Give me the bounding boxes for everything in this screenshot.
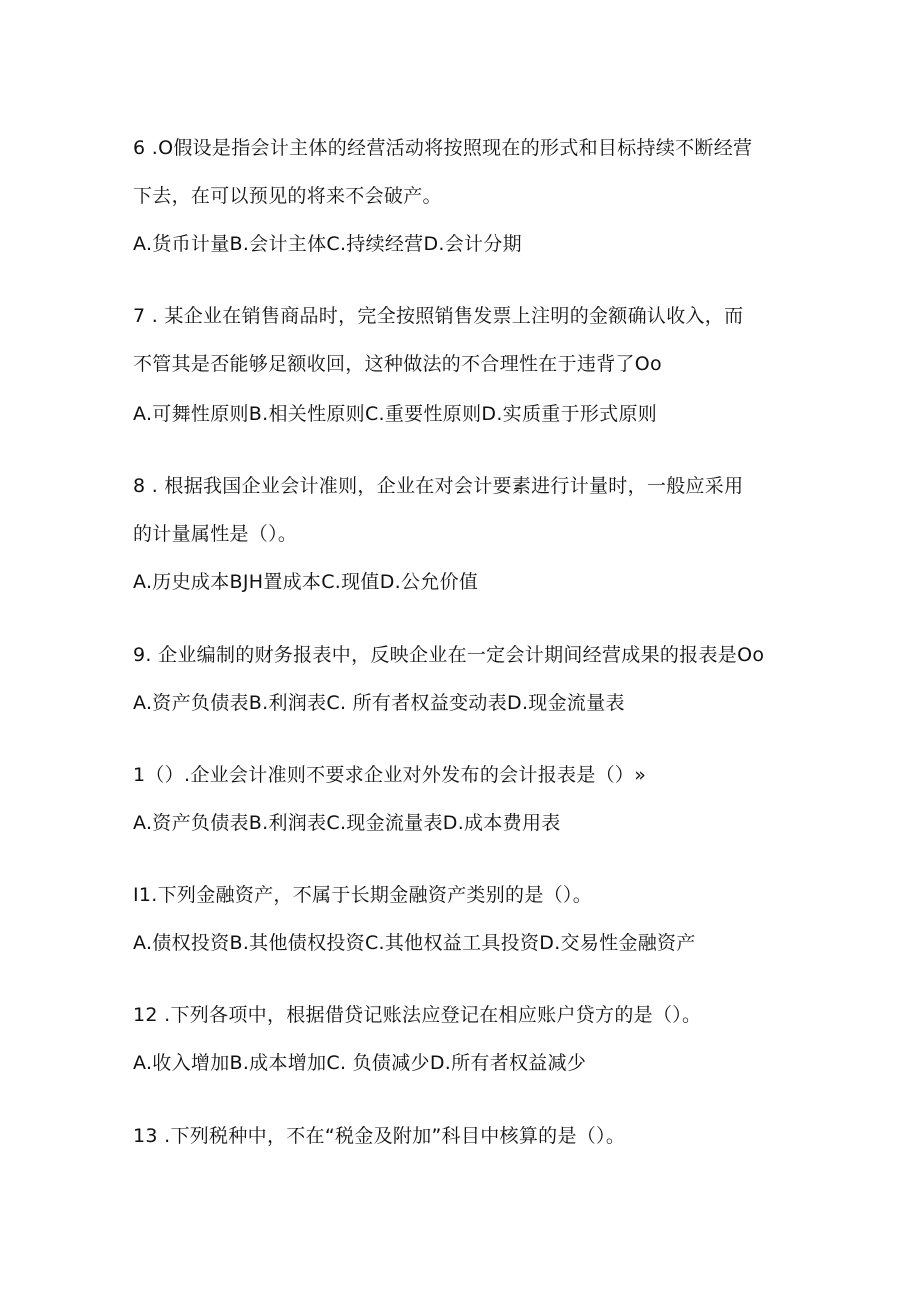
- question-6-line-2: 下去，在可以预见的将来不会破产。: [133, 185, 442, 207]
- question-8-line-2: 的计量属性是（）。: [133, 523, 298, 545]
- question-7-line-1: 7 . 某企业在销售商品时，完全按照销售发票上注明的金额确认收入，而: [133, 305, 744, 327]
- question-9-options: A.资产负债表B.利润表C. 所有者权益变动表D.现金流量表: [133, 692, 625, 714]
- question-7-options: A.可舞性原则B.相关性原则C.重要性原则D.实质重于形式原则: [133, 403, 658, 425]
- question-6-line-1: 6 .O假设是指会计主体的经营活动将按照现在的形式和目标持续不断经营: [133, 137, 753, 159]
- question-11-line-1: I1.下列金融资产，不属于长期金融资产类别的是（）。: [133, 884, 593, 906]
- question-7-line-2: 不管其是否能够足额收回，这种做法的不合理性在于违背了Oo: [133, 353, 662, 375]
- question-10-options: A.资产负债表B.利润表C.现金流量表D.成本费用表: [133, 812, 561, 834]
- question-8-line-1: 8 . 根据我国企业会计准则，企业在对会计要素进行计量时，一般应采用: [133, 475, 744, 497]
- question-11-options: A.债权投资B.其他债权投资C.其他权益工具投资D.交易性金融资产: [133, 932, 696, 954]
- question-13-line-1: 13 .下列税种中，不在“税金及附加”科目中核算的是（）。: [133, 1125, 626, 1147]
- question-8-options: A.历史成本BJH置成本C.现值D.公允价值: [133, 571, 479, 593]
- question-12-line-1: 12 .下列各项中，根据借贷记账法应登记在相应账户贷方的是（）。: [133, 1004, 702, 1026]
- question-6-options: A.货币计量B.会计主体C.持续经营D.会计分期: [133, 233, 522, 255]
- question-10-line-1: 1（）.企业会计准则不要求企业对外发布的会计报表是（）»: [133, 764, 647, 786]
- question-12-options: A.收入增加B.成本增加C. 负债减少D.所有者权益减少: [133, 1052, 587, 1074]
- question-9-line-1: 9. 企业编制的财务报表中，反映企业在一定会计期间经营成果的报表是Oo: [133, 644, 765, 666]
